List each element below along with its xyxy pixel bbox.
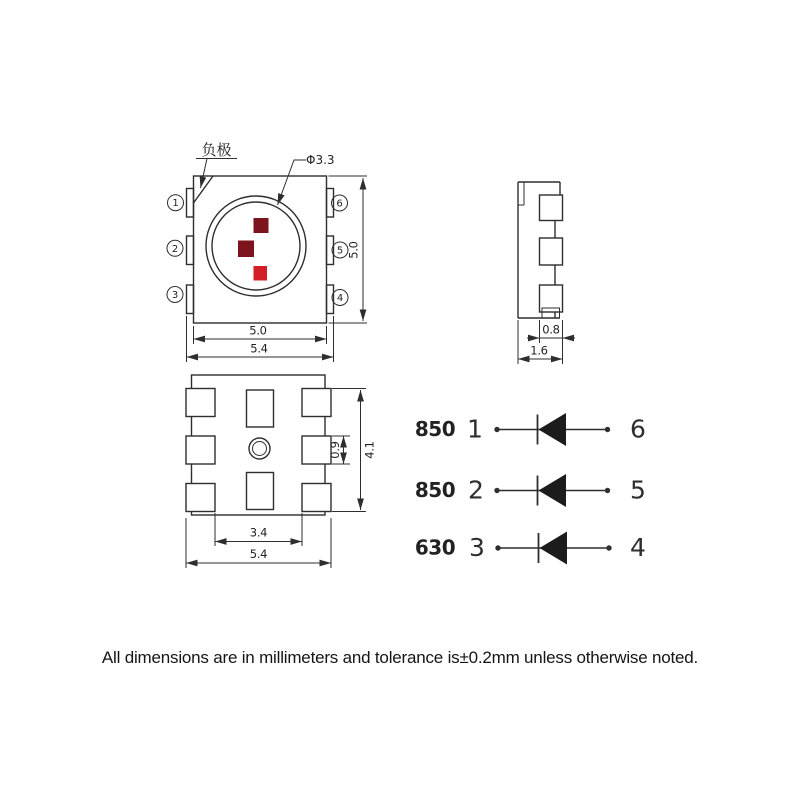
callout-leader-arrow bbox=[201, 159, 208, 189]
dim-value: 0.8 bbox=[542, 322, 560, 337]
dim-value: 5.4 bbox=[249, 547, 268, 561]
terminal-dot bbox=[494, 488, 499, 493]
pin-marker-1 bbox=[168, 195, 184, 211]
pin6-tab bbox=[327, 189, 334, 218]
terminal-dot bbox=[605, 427, 610, 432]
side-lead-1 bbox=[540, 195, 563, 221]
diode-triangle bbox=[540, 532, 568, 565]
lens-diameter-label: Φ3.3 bbox=[306, 153, 335, 167]
led-chip-630 bbox=[254, 266, 268, 281]
pin-marker-4 bbox=[332, 290, 348, 306]
top-view bbox=[167, 141, 367, 362]
pin5-number: 5 bbox=[336, 245, 344, 257]
wavelength-label: 630 bbox=[414, 535, 456, 560]
bottom-pad-3 bbox=[186, 484, 215, 512]
circuit-diagram bbox=[415, 413, 646, 565]
diode-triangle bbox=[539, 413, 567, 446]
led-chip-850-a bbox=[254, 218, 269, 233]
bottom-view bbox=[186, 375, 377, 568]
bottom-pad-1 bbox=[186, 389, 215, 417]
lens-outer-circle bbox=[206, 196, 306, 296]
diode-row-2 bbox=[415, 474, 646, 507]
diode-row-3 bbox=[415, 532, 646, 565]
diode-triangle bbox=[539, 474, 567, 507]
terminal-dot bbox=[495, 545, 500, 550]
bottom-pad-5 bbox=[302, 436, 331, 464]
wavelength-label: 850 bbox=[414, 478, 456, 502]
bottom-pad-6 bbox=[302, 389, 331, 417]
dim-value: 1.6 bbox=[530, 343, 548, 358]
right-pin-label: 4 bbox=[630, 533, 646, 562]
led-chip-850-b bbox=[238, 241, 254, 258]
right-pin-label: 6 bbox=[630, 414, 646, 444]
left-pin-label: 1 bbox=[467, 414, 483, 444]
wavelength-label: 850 bbox=[414, 417, 456, 441]
terminal-dot bbox=[605, 488, 610, 493]
dim-side-lead-width bbox=[527, 320, 575, 343]
terminal-dot bbox=[494, 427, 499, 432]
bottom-pad-4 bbox=[302, 484, 331, 512]
left-pin-label: 2 bbox=[468, 475, 484, 505]
dim-value: 0.9 bbox=[328, 441, 343, 459]
dim-bottom-pad-inner-span bbox=[215, 513, 302, 546]
dim-value: 5.4 bbox=[250, 341, 268, 356]
dim-value: 3.4 bbox=[249, 525, 268, 540]
center-hole-inner bbox=[253, 442, 267, 456]
pin1-number: 1 bbox=[172, 198, 179, 210]
negative-pole-label: 负极 bbox=[201, 141, 232, 159]
pin-marker-2 bbox=[167, 240, 183, 256]
pin-marker-5 bbox=[332, 242, 348, 258]
right-pin-label: 5 bbox=[630, 475, 646, 505]
callout-leader-arrow bbox=[278, 160, 307, 205]
side-view bbox=[518, 182, 575, 364]
negative-pole-callout bbox=[196, 141, 237, 188]
cathode-corner-chamfer bbox=[194, 176, 214, 203]
side-lead-2 bbox=[540, 238, 563, 265]
left-pin-label: 3 bbox=[469, 533, 485, 562]
tolerance-note: All dimensions are in millimeters and tolerance is±0.2mm unless otherwise noted. bbox=[101, 648, 699, 667]
bottom-pad-2 bbox=[186, 436, 215, 464]
pin3-number: 3 bbox=[171, 290, 179, 301]
pin2-tab bbox=[187, 236, 194, 265]
thermal-pad-top bbox=[247, 390, 274, 427]
terminal-dot bbox=[606, 545, 611, 550]
diode-row-1 bbox=[415, 413, 646, 446]
pin-marker-3 bbox=[167, 287, 183, 303]
dim-value: 4.1 bbox=[362, 441, 377, 459]
pin1-tab bbox=[187, 189, 194, 218]
pin3-tab bbox=[187, 285, 194, 314]
dim-value: 5.0 bbox=[346, 241, 361, 259]
pin6-number: 6 bbox=[336, 198, 343, 210]
pin4-number: 4 bbox=[336, 293, 344, 304]
pin2-number: 2 bbox=[171, 243, 179, 255]
thermal-pad-bottom bbox=[247, 473, 274, 510]
dim-value: 5.0 bbox=[249, 323, 267, 338]
